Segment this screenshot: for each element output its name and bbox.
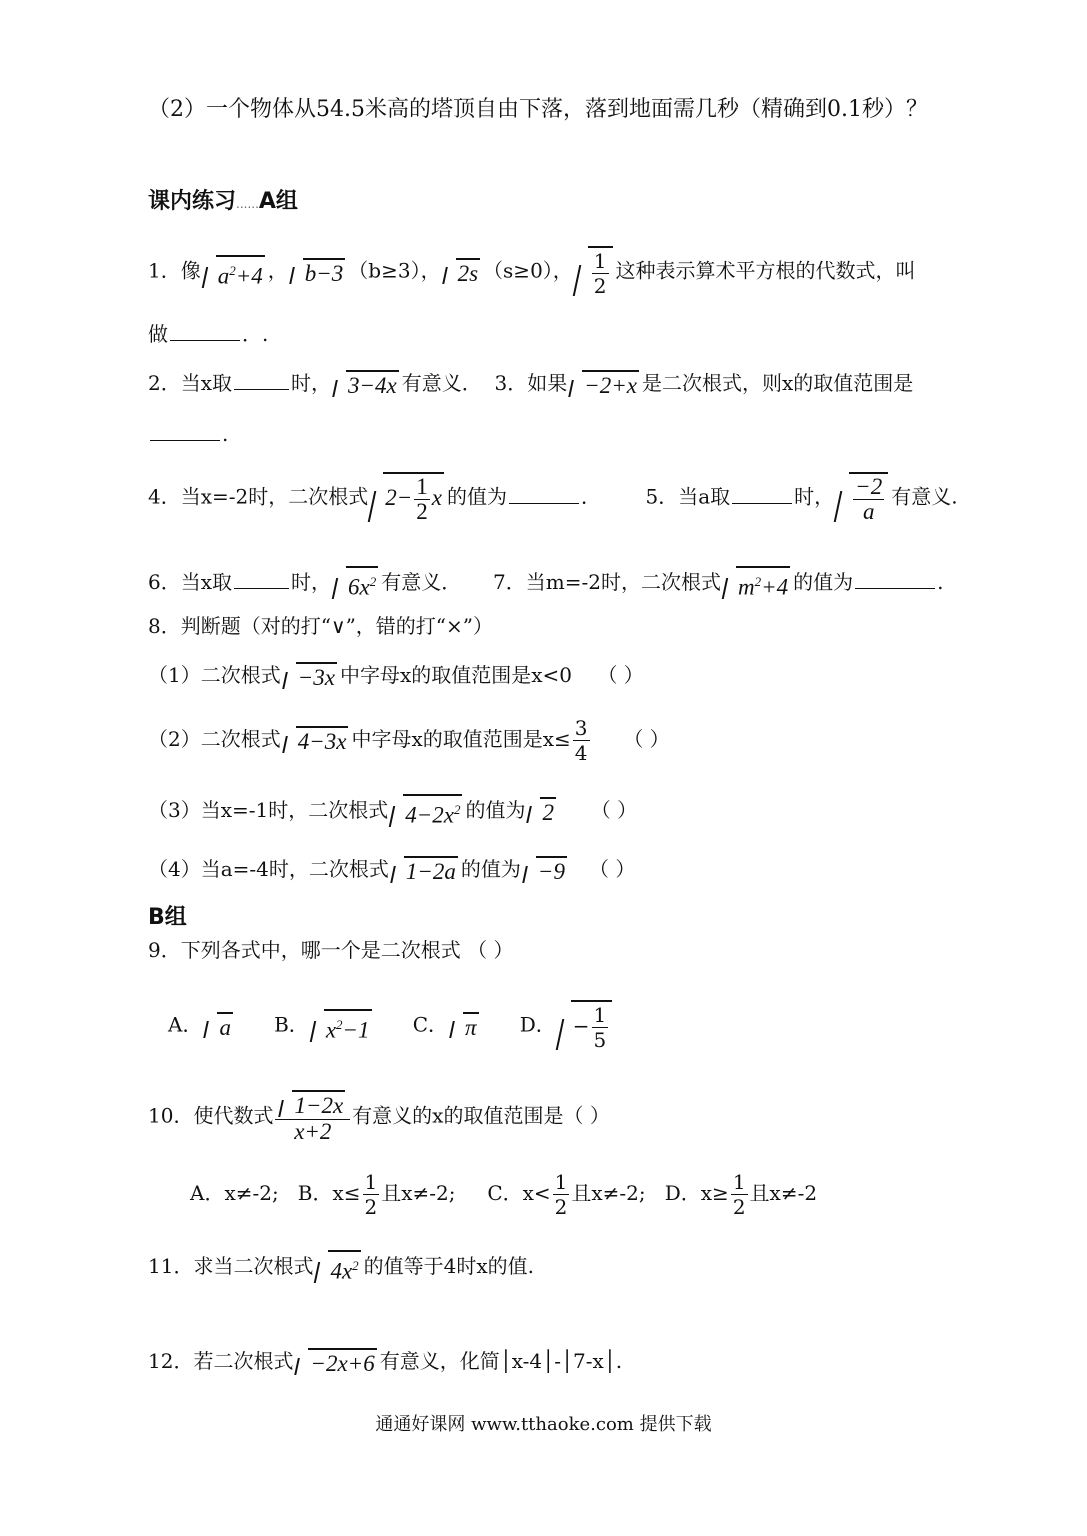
sqrt-expr: $4x^2$ [316, 1250, 360, 1285]
sqrt-expr: $6x^2$ [334, 566, 378, 601]
question-2-3: 2．当x取 时， 3−4x 有意义． 3．如果 −2+x 是二次根式，则x的取值范围是 [148, 371, 914, 398]
question-10-options: A．x≠-2; B．x≤ $\frac{1}{2}$ 且x≠-2; C．x< $\frac{1}{2}$ 且x≠-2; D．x≥ $\frac{1}{2}$ 且x≠-2 [190, 1170, 818, 1219]
question-10: 10．使代数式 $\frac{1-2x}{x+2}$ 有意义的x的取值范围是（ ） [148, 1090, 610, 1144]
question-12: 12．若二次根式 −2x+6 有意义，化简│x-4│-│7-x│. [148, 1349, 623, 1376]
sqrt-expr: 1−2a [392, 856, 458, 885]
question-8-item-3: （3）当x=-1时，二次根式 $4-2x^2$ 的值为 2 （ ） [148, 794, 637, 829]
question-1-cont: 做 ．. [148, 322, 269, 346]
sqrt-expr: b−3 [291, 258, 346, 287]
sqrt-expr: 2 [528, 797, 556, 826]
answer-blank [234, 371, 289, 390]
section-dots: ...... [236, 197, 259, 211]
sqrt-expr: 4−3x [284, 726, 349, 755]
intro-question-2: （2）一个物体从54.5米高的塔顶自由下落，落到地面需几秒（精确到0.1秒）？ [148, 97, 928, 122]
sqrt-expr: $\frac{1}{2}$ [576, 246, 613, 298]
question-8-item-4: （4）当a=-4时，二次根式 1−2a 的值为 −9 （ ） [148, 857, 636, 884]
answer-blank [170, 322, 240, 341]
question-3-cont: . [148, 422, 228, 446]
question-8-title: 8．判断题（对的打“∨”，错的打“×”） [148, 614, 494, 638]
sqrt-expr: π [451, 1012, 479, 1041]
section-title: 课内练习 [148, 189, 237, 214]
section-b-heading: B组 [148, 905, 187, 930]
sqrt-expr: $m^2+4$ [724, 566, 790, 601]
sqrt-expr: 3−4x [334, 370, 399, 399]
sqrt-expr: $4-2x^2$ [391, 794, 462, 829]
sqrt-expr: −9 [524, 856, 567, 885]
sqrt-expr: $a^2+4$ [204, 255, 265, 290]
answer-blank [509, 485, 579, 504]
sqrt-expr: $x^2-1$ [312, 1009, 372, 1044]
sqrt-expr: 2s [444, 258, 480, 287]
sqrt-expr: $\frac{-2}{a}$ [837, 472, 888, 524]
question-4-5: 4．当x=-2时，二次根式 2− $\frac{1}{2}$ x 的值为 ． 5．当a取 时， $\frac{-2}{a}$ 有意义. [148, 474, 958, 524]
question-1: 1．像 $a^2+4$ ， b−3 （b≥3）， 2s （s≥0）， $\frac{1}{2}$ 这种表示算术平方根的代数式，叫 [148, 246, 916, 298]
question-9-options: A． a B． $x^2-1$ C． π D． − $\frac{1}{5}$ [168, 1000, 615, 1052]
footer-source: 通通好课网 www.tthaoke.com 提供下载 [375, 1414, 712, 1435]
group-label: A组 [258, 189, 298, 214]
sqrt-expr: − $\frac{1}{5}$ [559, 1000, 613, 1052]
answer-blank [855, 570, 935, 589]
question-8-item-1: （1）二次根式 −3x 中字母x的取值范围是x<0 （ ） [148, 663, 644, 690]
question-6-7: 6．当x取 时， $6x^2$ 有意义． 7．当m=-2时，二次根式 $m^2+4$ 的值为 . [148, 566, 943, 601]
question-11: 11．求当二次根式 $4x^2$ 的值等于4时x的值. [148, 1250, 534, 1285]
question-9: 9．下列各式中，哪一个是二次根式 （ ） [148, 938, 514, 962]
answer-blank [732, 485, 792, 504]
question-8-item-2: （2）二次根式 4−3x 中字母x的取值范围是x≤ $\frac{3}{4}$ （ ） [148, 716, 670, 765]
sqrt-expr: −3x [284, 662, 337, 691]
section-a-heading [148, 190, 298, 216]
sqrt-expr: −2+x [570, 370, 639, 399]
answer-blank [234, 570, 289, 589]
sqrt-expr: a [205, 1012, 233, 1041]
sqrt-expr: 1−2x [280, 1090, 345, 1119]
answer-blank [150, 422, 220, 441]
sqrt-expr: −2x+6 [296, 1348, 376, 1377]
sqrt-expr: 2− $\frac{1}{2}$ x [371, 472, 444, 524]
